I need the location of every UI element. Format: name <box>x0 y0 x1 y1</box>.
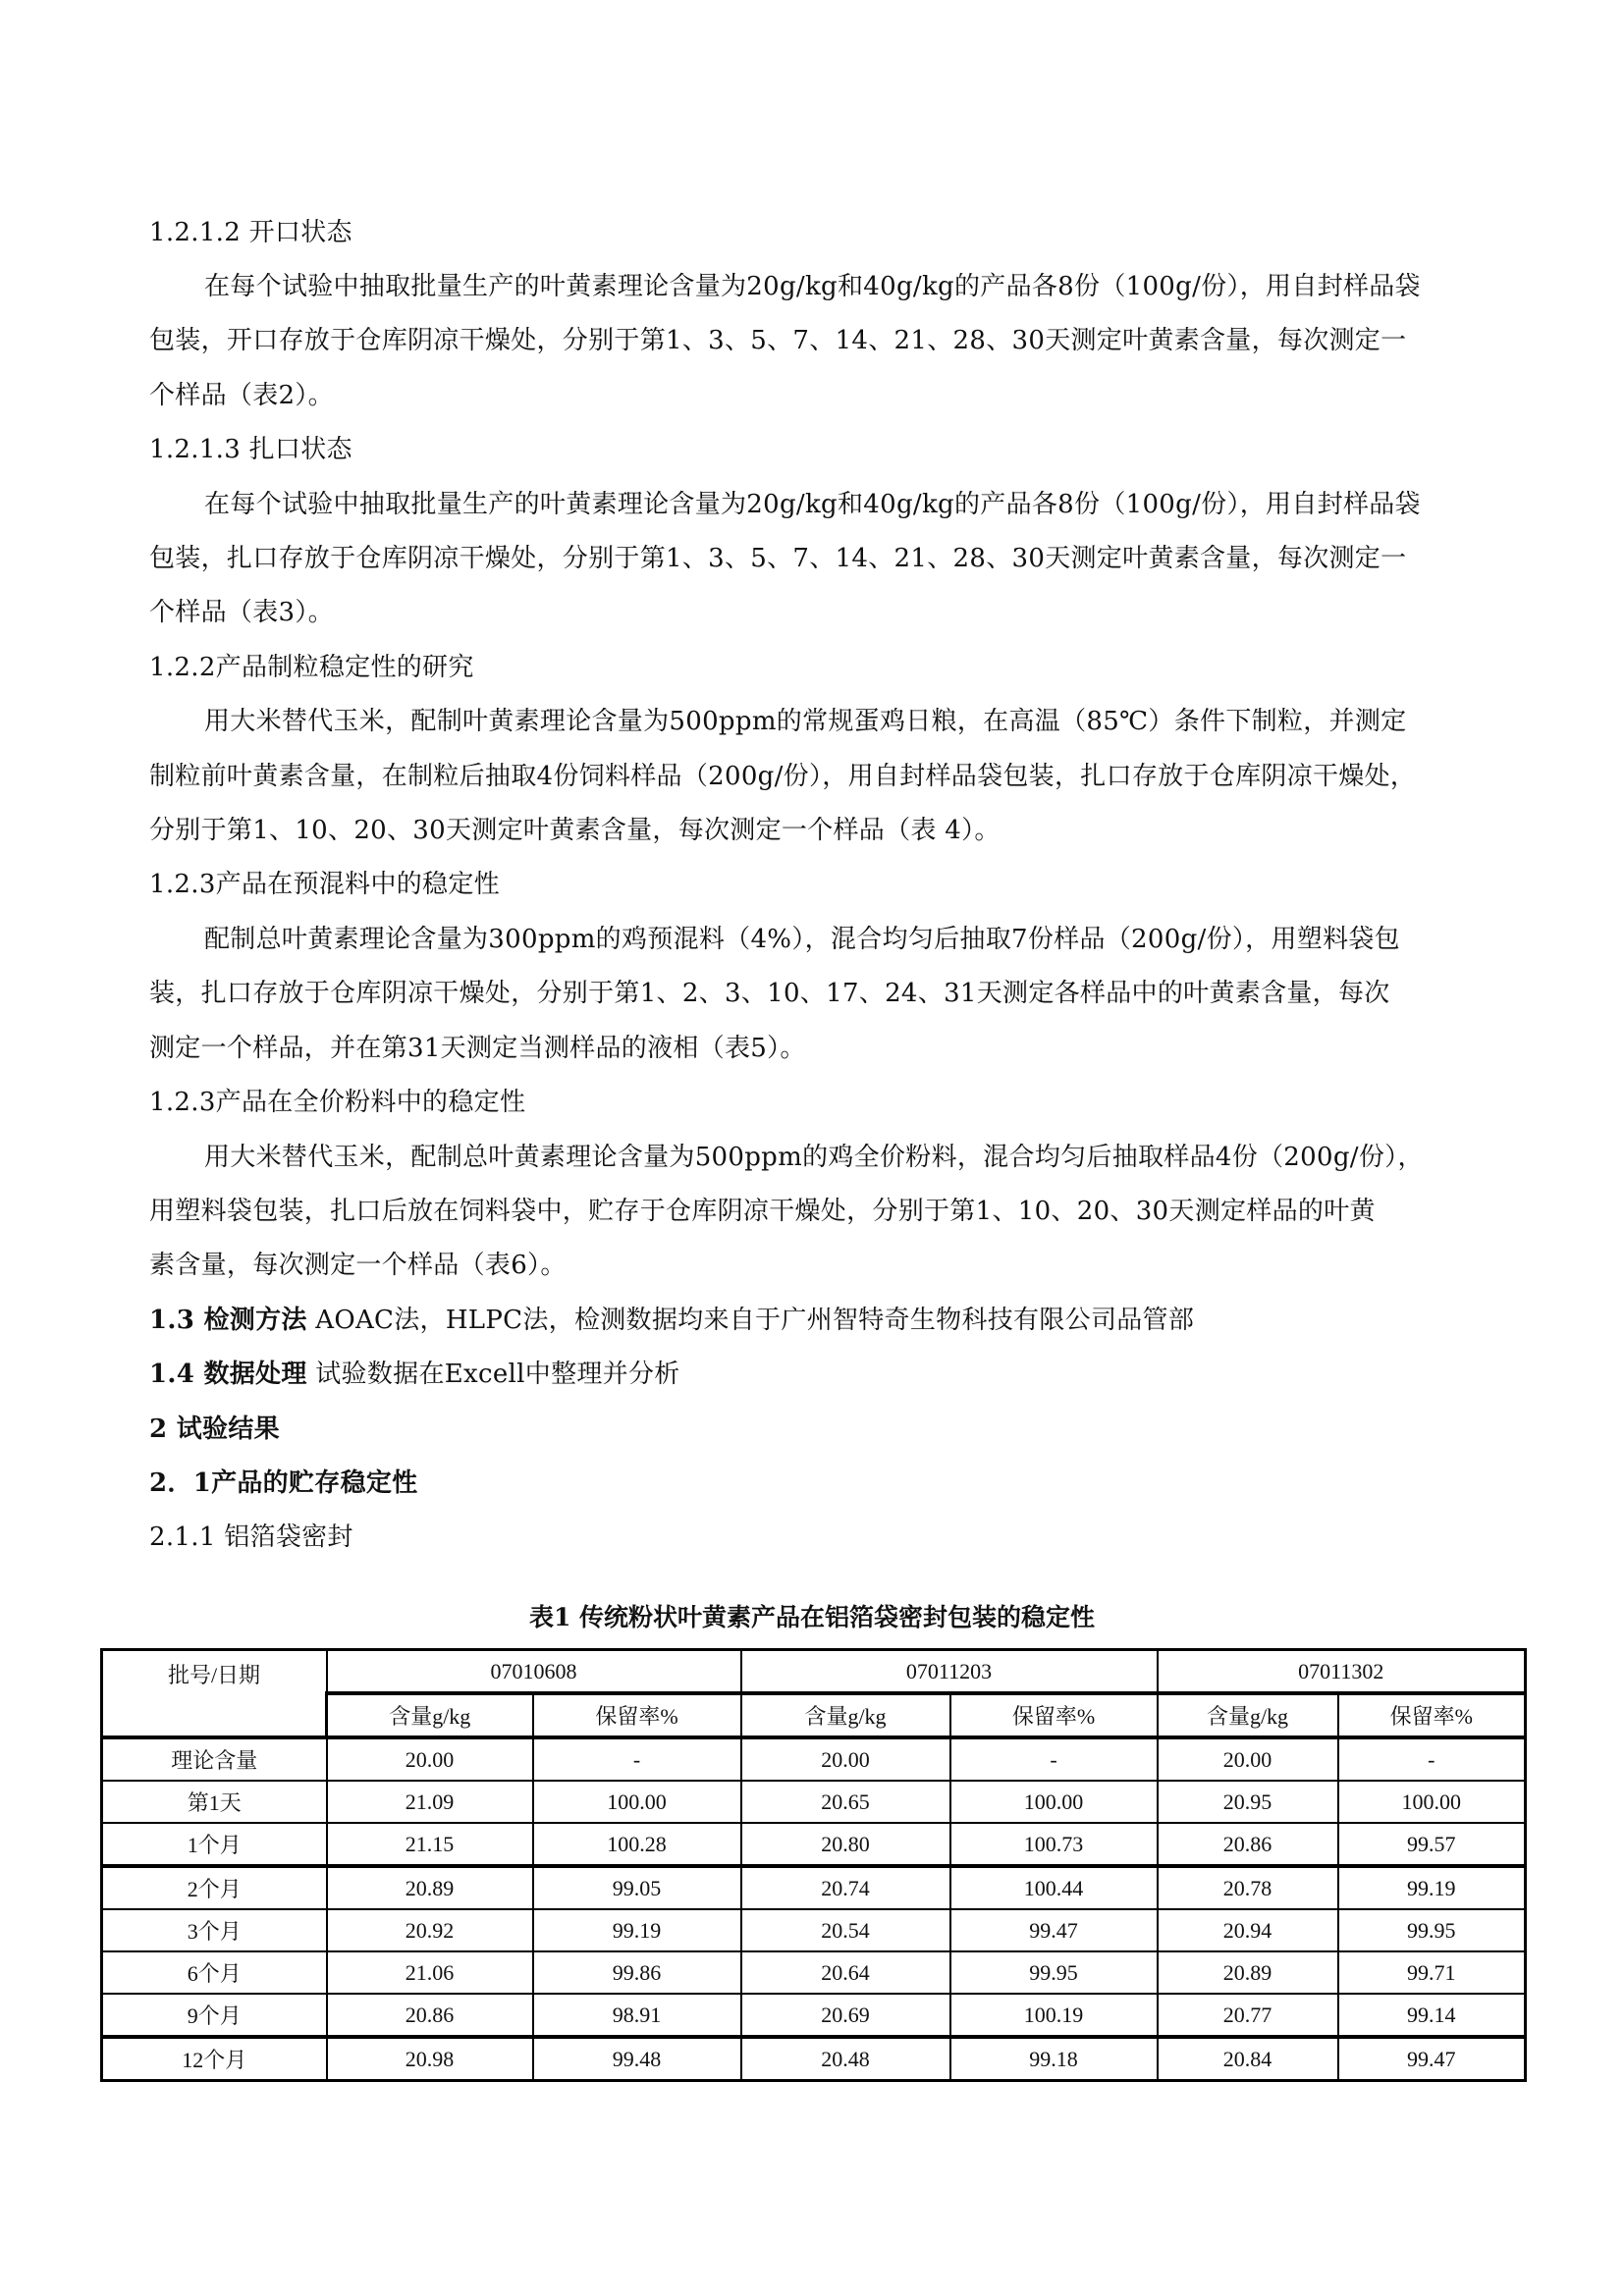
paragraph-line: 用大米替代玉米，配制叶黄素理论含量为500ppm的常规蛋鸡日粮，在高温（85℃）条件下制粒，并测定 <box>204 707 1407 736</box>
retention-cell: 100.28 <box>533 1823 741 1866</box>
subheader-content: 含量g/kg <box>327 1693 533 1737</box>
row-label: 1个月 <box>102 1823 327 1866</box>
paragraph-line: 包装，扎口存放于仓库阴凉干燥处，分别于第1、3、5、7、14、21、28、30天测定叶黄素含量，每次测定一 <box>149 544 1407 573</box>
content-cell: 20.80 <box>741 1823 950 1866</box>
retention-cell: 100.19 <box>950 1994 1158 2037</box>
table-cell: 20.00 <box>741 1737 950 1781</box>
stability-table <box>100 1648 1527 2082</box>
content-cell: 20.89 <box>1158 1951 1338 1994</box>
retention-cell: 99.18 <box>950 2037 1158 2081</box>
section-heading-1-4: 1.4 数据处理 <box>149 1360 307 1389</box>
table-row <box>102 1909 1526 1951</box>
retention-cell: 99.48 <box>533 2037 741 2081</box>
row-label: 12个月 <box>102 2037 327 2081</box>
retention-cell: 99.05 <box>533 1866 741 1909</box>
retention-cell: 99.86 <box>533 1951 741 1994</box>
section-heading-1-2-2: 1.2.2产品制粒稳定性的研究 <box>149 653 474 682</box>
retention-cell: 98.91 <box>533 1994 741 2037</box>
row-label: 6个月 <box>102 1951 327 1994</box>
subheader-retention: 保留率% <box>1338 1693 1526 1737</box>
batch-header: 07011203 <box>741 1650 1158 1694</box>
retention-cell: 99.47 <box>1338 2037 1526 2081</box>
paragraph-line: 素含量，每次测定一个样品（表6）。 <box>149 1251 567 1280</box>
content-cell: 20.94 <box>1158 1909 1338 1951</box>
retention-cell: 99.14 <box>1338 1994 1526 2037</box>
content-cell: 21.09 <box>327 1781 533 1823</box>
content-cell: 20.98 <box>327 2037 533 2081</box>
retention-cell: 100.00 <box>1338 1781 1526 1823</box>
section-heading-2: 2 试验结果 <box>149 1415 280 1444</box>
data-processing-text: 试验数据在Excell中整理并分析 <box>306 1360 680 1389</box>
table-row <box>102 1823 1526 1866</box>
content-cell: 20.64 <box>741 1951 950 1994</box>
section-1-4-data <box>149 1348 1489 1402</box>
retention-cell: 99.95 <box>1338 1909 1526 1951</box>
content-cell: 21.06 <box>327 1951 533 1994</box>
section-heading-1-2-3-feed: 1.2.3产品在全价粉料中的稳定性 <box>149 1088 526 1117</box>
content-cell: 20.54 <box>741 1909 950 1951</box>
content-cell: 20.78 <box>1158 1866 1338 1909</box>
paragraph-line: 分别于第1、10、20、30天测定叶黄素含量，每次测定一个样品（表 4）。 <box>149 816 1001 845</box>
retention-cell: 100.73 <box>950 1823 1158 1866</box>
content-cell: 20.69 <box>741 1994 950 2037</box>
table-cell: 20.00 <box>1158 1737 1338 1781</box>
retention-cell: 99.47 <box>950 1909 1158 1951</box>
table-title: 表1 传统粉状叶黄素产品在铝箔袋密封包装的稳定性 <box>528 1603 1096 1631</box>
table-row <box>102 1781 1526 1823</box>
row-label: 第1天 <box>102 1781 327 1823</box>
subheader-retention: 保留率% <box>950 1693 1158 1737</box>
paragraph-line: 个样品（表2）。 <box>149 381 334 410</box>
section-heading-1-2-1-3: 1.2.1.3 扎口状态 <box>149 435 352 464</box>
row-label: 2个月 <box>102 1866 327 1909</box>
paragraph-line: 制粒前叶黄素含量，在制粒后抽取4份饲料样品（200g/份），用自封样品袋包装，扎口存放于仓库阴凉干燥处， <box>149 762 1417 791</box>
retention-cell: 99.95 <box>950 1951 1158 1994</box>
content-cell: 21.15 <box>327 1823 533 1866</box>
content-cell: 20.77 <box>1158 1994 1338 2037</box>
retention-cell: 99.19 <box>1338 1866 1526 1909</box>
section-heading-1-3: 1.3 检测方法 <box>149 1306 307 1335</box>
paragraph-line: 测定一个样品，并在第31天测定当测样品的液相（表5）。 <box>149 1034 806 1063</box>
paragraph-line: 在每个试验中抽取批量生产的叶黄素理论含量为20g/kg和40g/kg的产品各8份（100g/份），用自封样品袋 <box>204 272 1421 301</box>
row-label: 9个月 <box>102 1994 327 2037</box>
paragraph-line: 在每个试验中抽取批量生产的叶黄素理论含量为20g/kg和40g/kg的产品各8份（100g/份），用自封样品袋 <box>204 490 1421 519</box>
paragraph-line: 用大米替代玉米，配制总叶黄素理论含量为500ppm的鸡全价粉料，混合均匀后抽取样品4份（200g/份）， <box>204 1143 1424 1172</box>
paragraph-line: 包装，开口存放于仓库阴凉干燥处，分别于第1、3、5、7、14、21、28、30天测定叶黄素含量，每次测定一 <box>149 326 1407 355</box>
content-cell: 20.65 <box>741 1781 950 1823</box>
content-cell: 20.84 <box>1158 2037 1338 2081</box>
table-row <box>102 2037 1526 2081</box>
subheader-content: 含量g/kg <box>741 1693 950 1737</box>
table-row <box>102 1866 1526 1909</box>
paragraph-line: 个样品（表3）。 <box>149 598 334 627</box>
section-heading-2-1-1: 2.1.1 铝箔袋密封 <box>149 1522 353 1552</box>
retention-cell: 100.00 <box>533 1781 741 1823</box>
content-cell: 20.89 <box>327 1866 533 1909</box>
retention-cell: 100.44 <box>950 1866 1158 1909</box>
content-cell: 20.48 <box>741 2037 950 2081</box>
method-text: AOAC法，HLPC法，检测数据均来自于广州智特奇生物科技有限公司品管部 <box>306 1306 1195 1335</box>
row-label: 理论含量 <box>102 1737 327 1781</box>
batch-header: 07011302 <box>1158 1650 1526 1694</box>
table-cell: - <box>950 1737 1158 1781</box>
corner-header: 批号/日期 <box>102 1650 327 1738</box>
retention-cell: 99.57 <box>1338 1823 1526 1866</box>
table-row <box>102 1951 1526 1994</box>
retention-cell: 100.00 <box>950 1781 1158 1823</box>
content-cell: 20.86 <box>1158 1823 1338 1866</box>
section-heading-1-2-1-2: 1.2.1.2 开口状态 <box>149 218 352 247</box>
section-heading-1-2-3-premix: 1.2.3产品在预混料中的稳定性 <box>149 870 500 899</box>
batch-header: 07010608 <box>327 1650 741 1694</box>
row-label: 3个月 <box>102 1909 327 1951</box>
subheader-content: 含量g/kg <box>1158 1693 1338 1737</box>
retention-cell: 99.19 <box>533 1909 741 1951</box>
content-cell: 20.95 <box>1158 1781 1338 1823</box>
content-cell: 20.92 <box>327 1909 533 1951</box>
content-cell: 20.86 <box>327 1994 533 2037</box>
table-row-theory <box>102 1737 1526 1781</box>
content-cell: 20.74 <box>741 1866 950 1909</box>
paragraph-line: 配制总叶黄素理论含量为300ppm的鸡预混料（4%），混合均匀后抽取7份样品（200g/份），用塑料袋包 <box>204 925 1400 954</box>
table-cell: 20.00 <box>327 1737 533 1781</box>
table-header-row <box>102 1650 1526 1694</box>
retention-cell: 99.71 <box>1338 1951 1526 1994</box>
paragraph-line: 用塑料袋包装，扎口后放在饲料袋中，贮存于仓库阴凉干燥处，分别于第1、10、20、30天测定样品的叶黄 <box>149 1197 1376 1226</box>
section-1-3-method <box>149 1294 1489 1348</box>
table-cell: - <box>1338 1737 1526 1781</box>
section-heading-2-1: 2．1产品的贮存稳定性 <box>149 1468 418 1498</box>
paragraph-line: 装，扎口存放于仓库阴凉干燥处，分别于第1、2、3、10、17、24、31天测定各样品中的叶黄素含量，每次 <box>149 979 1390 1008</box>
table-cell: - <box>533 1737 741 1781</box>
table-row <box>102 1994 1526 2037</box>
subheader-retention: 保留率% <box>533 1693 741 1737</box>
